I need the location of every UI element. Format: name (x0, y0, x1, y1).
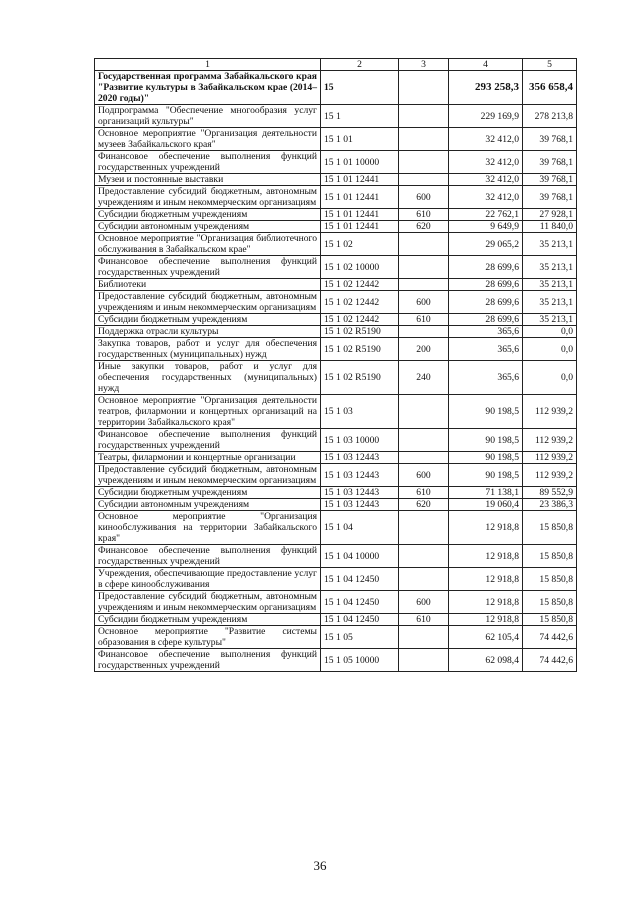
row-expense-type-cell: 600 (399, 591, 449, 614)
row-amount-2-cell: 89 552,9 (523, 487, 577, 499)
row-amount-1-cell: 22 762,1 (449, 209, 523, 221)
row-code-cell: 15 1 05 10000 (321, 649, 399, 672)
row-name-cell: Основное мероприятие "Организация деятельности музеев Забайкальского края" (95, 128, 321, 151)
row-code-cell: 15 1 01 12441 (321, 186, 399, 209)
row-amount-2-cell: 112 939,2 (523, 429, 577, 452)
row-amount-1-cell: 28 699,6 (449, 291, 523, 314)
row-amount-2-cell: 11 840,0 (523, 221, 577, 233)
row-amount-2-cell: 112 939,2 (523, 395, 577, 429)
table-row (95, 256, 577, 279)
row-expense-type-cell: 610 (399, 614, 449, 626)
table-row (95, 511, 577, 545)
row-code-cell: 15 1 01 10000 (321, 151, 399, 174)
header-cell-expense-type: 3 (399, 59, 449, 71)
row-amount-2-cell: 27 928,1 (523, 209, 577, 221)
row-expense-type-cell (399, 395, 449, 429)
row-amount-1-cell: 71 138,1 (449, 487, 523, 499)
table-row (95, 591, 577, 614)
row-amount-2-cell: 39 768,1 (523, 186, 577, 209)
row-amount-2-cell: 35 213,1 (523, 256, 577, 279)
row-amount-2-cell: 39 768,1 (523, 151, 577, 174)
row-code-cell: 15 1 02 R5190 (321, 326, 399, 338)
header-cell-amount-1: 4 (449, 59, 523, 71)
table-row (95, 452, 577, 464)
table-row (95, 649, 577, 672)
row-name-cell: Субсидии автономным учреждениям (95, 499, 321, 511)
row-amount-2-cell: 39 768,1 (523, 174, 577, 186)
row-expense-type-cell (399, 545, 449, 568)
row-amount-1-cell: 12 918,8 (449, 591, 523, 614)
row-amount-2-cell: 35 213,1 (523, 291, 577, 314)
row-code-cell: 15 1 01 (321, 128, 399, 151)
row-name-cell: Основное мероприятие "Развитие системы образования в сфере культуры" (95, 626, 321, 649)
row-expense-type-cell (399, 71, 449, 105)
table-row (95, 279, 577, 291)
row-amount-2-cell: 35 213,1 (523, 279, 577, 291)
row-amount-2-cell: 0,0 (523, 326, 577, 338)
row-expense-type-cell (399, 649, 449, 672)
row-code-cell: 15 1 02 12442 (321, 279, 399, 291)
row-expense-type-cell (399, 256, 449, 279)
row-amount-1-cell: 12 918,8 (449, 545, 523, 568)
table-row (95, 314, 577, 326)
row-expense-type-cell (399, 511, 449, 545)
table-row (95, 128, 577, 151)
row-code-cell: 15 1 03 12443 (321, 487, 399, 499)
row-code-cell: 15 1 02 (321, 233, 399, 256)
row-name-cell: Финансовое обеспечение выполнения функций государственных учреждений (95, 429, 321, 452)
row-name-cell: Иные закупки товаров, работ и услуг для обеспечения государственных (муниципальных) нужд (95, 361, 321, 395)
row-code-cell: 15 1 03 (321, 395, 399, 429)
table-row (95, 487, 577, 499)
row-amount-1-cell: 90 198,5 (449, 429, 523, 452)
row-expense-type-cell (399, 233, 449, 256)
row-amount-1-cell: 12 918,8 (449, 511, 523, 545)
table-row (95, 429, 577, 452)
table-row (95, 361, 577, 395)
row-expense-type-cell (399, 568, 449, 591)
row-expense-type-cell: 600 (399, 464, 449, 487)
row-amount-2-cell: 278 213,8 (523, 105, 577, 128)
table-row (95, 626, 577, 649)
row-amount-2-cell: 15 850,8 (523, 511, 577, 545)
row-name-cell: Основное мероприятие "Организация кинообслуживания на территории Забайкальского края" (95, 511, 321, 545)
row-amount-1-cell: 90 198,5 (449, 395, 523, 429)
row-code-cell: 15 1 01 12441 (321, 221, 399, 233)
row-code-cell: 15 1 03 12443 (321, 464, 399, 487)
row-code-cell: 15 1 02 R5190 (321, 361, 399, 395)
row-expense-type-cell (399, 452, 449, 464)
row-code-cell: 15 1 04 10000 (321, 545, 399, 568)
row-expense-type-cell: 240 (399, 361, 449, 395)
row-expense-type-cell (399, 279, 449, 291)
row-expense-type-cell: 610 (399, 209, 449, 221)
row-name-cell: Поддержка отрасли культуры (95, 326, 321, 338)
row-amount-1-cell: 12 918,8 (449, 568, 523, 591)
row-name-cell: Учреждения, обеспечивающие предоставление услуг в сфере кинообслуживания (95, 568, 321, 591)
row-name-cell: Подпрограмма "Обеспечение многообразия услуг организаций культуры" (95, 105, 321, 128)
row-amount-2-cell: 23 386,3 (523, 499, 577, 511)
row-amount-1-cell: 32 412,0 (449, 174, 523, 186)
row-amount-1-cell: 32 412,0 (449, 128, 523, 151)
header-cell-code: 2 (321, 59, 399, 71)
row-name-cell: Финансовое обеспечение выполнения функций государственных учреждений (95, 151, 321, 174)
row-amount-2-cell: 74 442,6 (523, 626, 577, 649)
row-amount-1-cell: 28 699,6 (449, 314, 523, 326)
row-amount-2-cell: 112 939,2 (523, 464, 577, 487)
row-amount-2-cell: 35 213,1 (523, 233, 577, 256)
row-expense-type-cell: 620 (399, 221, 449, 233)
table-row (95, 71, 577, 105)
row-name-cell: Финансовое обеспечение выполнения функций государственных учреждений (95, 545, 321, 568)
row-amount-1-cell: 62 105,4 (449, 626, 523, 649)
row-expense-type-cell (399, 128, 449, 151)
table-row (95, 326, 577, 338)
row-expense-type-cell: 620 (399, 499, 449, 511)
row-amount-1-cell: 229 169,9 (449, 105, 523, 128)
table-row (95, 174, 577, 186)
row-amount-1-cell: 9 649,9 (449, 221, 523, 233)
row-name-cell: Основное мероприятие "Организация библиотечного обслуживания в Забайкальском крае" (95, 233, 321, 256)
table-row (95, 209, 577, 221)
row-amount-2-cell: 39 768,1 (523, 128, 577, 151)
row-name-cell: Закупка товаров, работ и услуг для обеспечения государственных (муниципальных) нужд (95, 338, 321, 361)
row-expense-type-cell: 200 (399, 338, 449, 361)
row-expense-type-cell (399, 151, 449, 174)
row-amount-1-cell: 29 065,2 (449, 233, 523, 256)
table-row (95, 568, 577, 591)
row-amount-2-cell: 356 658,4 (523, 71, 577, 105)
row-name-cell: Субсидии бюджетным учреждениям (95, 614, 321, 626)
row-amount-2-cell: 15 850,8 (523, 545, 577, 568)
row-name-cell: Предоставление субсидий бюджетным, автономным учреждениям и иным некоммерческим организациям (95, 464, 321, 487)
row-expense-type-cell: 600 (399, 291, 449, 314)
row-code-cell: 15 1 02 10000 (321, 256, 399, 279)
table-row (95, 499, 577, 511)
row-name-cell: Предоставление субсидий бюджетным, автономным учреждениям и иным некоммерческим организациям (95, 291, 321, 314)
row-name-cell: Основное мероприятие "Организация деятельности театров, филармонии и концертных организаций на территории Забайкальского края" (95, 395, 321, 429)
budget-table (94, 58, 577, 672)
row-amount-1-cell: 90 198,5 (449, 464, 523, 487)
page-number: 36 (313, 858, 327, 873)
table-row (95, 545, 577, 568)
row-code-cell: 15 1 03 10000 (321, 429, 399, 452)
row-code-cell: 15 1 01 12441 (321, 174, 399, 186)
row-code-cell: 15 1 (321, 105, 399, 128)
row-name-cell: Субсидии автономным учреждениям (95, 221, 321, 233)
row-expense-type-cell: 610 (399, 314, 449, 326)
row-amount-1-cell: 62 098,4 (449, 649, 523, 672)
row-amount-1-cell: 365,6 (449, 361, 523, 395)
row-code-cell: 15 1 03 12443 (321, 452, 399, 464)
row-name-cell: Субсидии бюджетным учреждениям (95, 314, 321, 326)
row-amount-2-cell: 0,0 (523, 361, 577, 395)
row-expense-type-cell (399, 429, 449, 452)
row-expense-type-cell (399, 105, 449, 128)
table-row (95, 221, 577, 233)
row-name-cell: Финансовое обеспечение выполнения функций государственных учреждений (95, 256, 321, 279)
row-name-cell: Библиотеки (95, 279, 321, 291)
row-code-cell: 15 1 04 12450 (321, 591, 399, 614)
row-amount-1-cell: 365,6 (449, 338, 523, 361)
row-code-cell: 15 1 03 12443 (321, 499, 399, 511)
row-amount-1-cell: 12 918,8 (449, 614, 523, 626)
row-code-cell: 15 1 05 (321, 626, 399, 649)
row-code-cell: 15 1 04 12450 (321, 568, 399, 591)
row-amount-2-cell: 15 850,8 (523, 614, 577, 626)
row-code-cell: 15 1 04 (321, 511, 399, 545)
row-code-cell: 15 1 01 12441 (321, 209, 399, 221)
row-amount-2-cell: 0,0 (523, 338, 577, 361)
row-amount-2-cell: 15 850,8 (523, 568, 577, 591)
table-row (95, 464, 577, 487)
row-code-cell: 15 1 02 12442 (321, 314, 399, 326)
header-cell-name: 1 (95, 59, 321, 71)
table-row (95, 291, 577, 314)
row-name-cell: Субсидии бюджетным учреждениям (95, 209, 321, 221)
header-cell-amount-2: 5 (523, 59, 577, 71)
row-code-cell: 15 1 04 12450 (321, 614, 399, 626)
row-expense-type-cell (399, 174, 449, 186)
row-amount-1-cell: 293 258,3 (449, 71, 523, 105)
row-name-cell: Предоставление субсидий бюджетным, автономным учреждениям и иным некоммерческим организациям (95, 591, 321, 614)
row-amount-2-cell: 74 442,6 (523, 649, 577, 672)
header-row (95, 59, 577, 71)
row-amount-2-cell: 15 850,8 (523, 591, 577, 614)
table-row (95, 105, 577, 128)
row-amount-1-cell: 28 699,6 (449, 256, 523, 279)
row-expense-type-cell: 600 (399, 186, 449, 209)
row-name-cell: Предоставление субсидий бюджетным, автономным учреждениям и иным некоммерческим организациям (95, 186, 321, 209)
row-expense-type-cell: 610 (399, 487, 449, 499)
table-row (95, 614, 577, 626)
row-code-cell: 15 1 02 R5190 (321, 338, 399, 361)
row-amount-1-cell: 90 198,5 (449, 452, 523, 464)
table-row (95, 233, 577, 256)
row-amount-1-cell: 19 060,4 (449, 499, 523, 511)
row-amount-2-cell: 35 213,1 (523, 314, 577, 326)
row-amount-2-cell: 112 939,2 (523, 452, 577, 464)
row-code-cell: 15 (321, 71, 399, 105)
row-amount-1-cell: 365,6 (449, 326, 523, 338)
table-row (95, 395, 577, 429)
table-row (95, 338, 577, 361)
row-amount-1-cell: 32 412,0 (449, 151, 523, 174)
row-name-cell: Субсидии бюджетным учреждениям (95, 487, 321, 499)
row-expense-type-cell (399, 626, 449, 649)
row-name-cell: Государственная программа Забайкальского края "Развитие культуры в Забайкальском крае (2014–2020 годы)" (95, 71, 321, 105)
row-amount-1-cell: 28 699,6 (449, 279, 523, 291)
row-name-cell: Театры, филармонии и концертные организации (95, 452, 321, 464)
table-row (95, 151, 577, 174)
row-name-cell: Музеи и постоянные выставки (95, 174, 321, 186)
row-amount-1-cell: 32 412,0 (449, 186, 523, 209)
table-row (95, 186, 577, 209)
row-name-cell: Финансовое обеспечение выполнения функций государственных учреждений (95, 649, 321, 672)
row-code-cell: 15 1 02 12442 (321, 291, 399, 314)
row-expense-type-cell (399, 326, 449, 338)
